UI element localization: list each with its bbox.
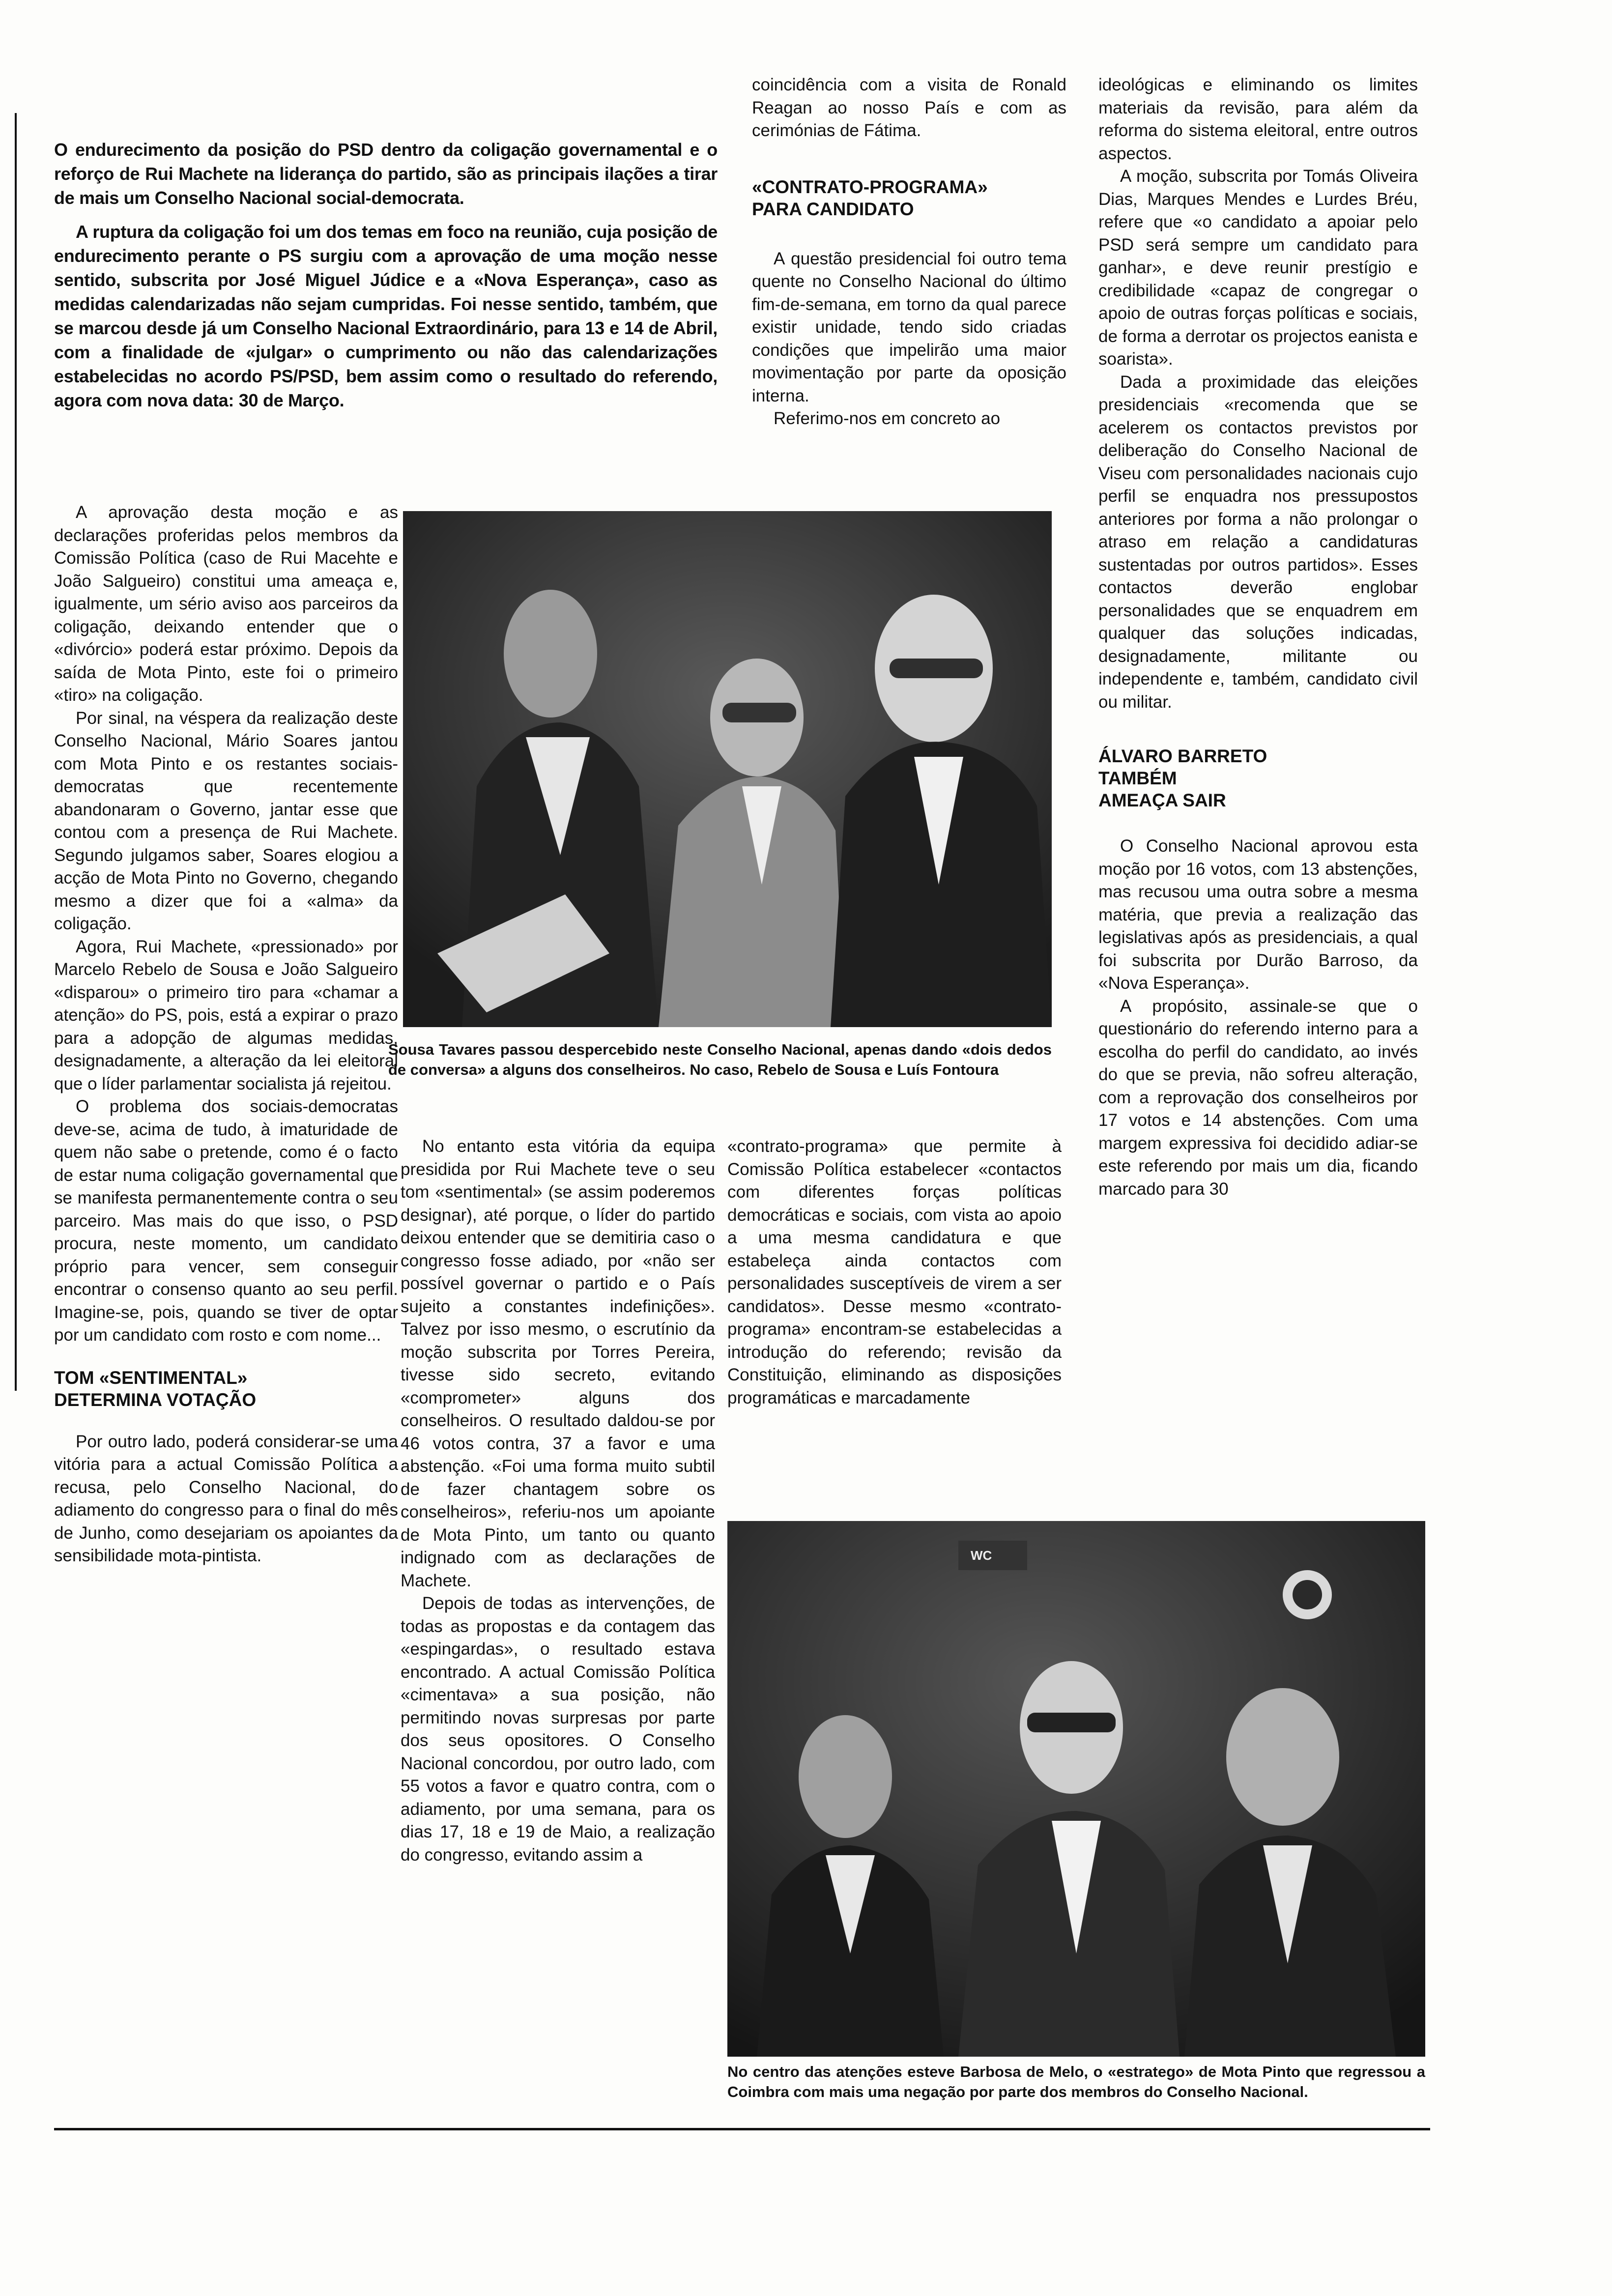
photo-1-caption: Sousa Tavares passou despercebido neste Conselho Nacional, apenas dando «dois dedos de conversa» a alguns dos conselheiros. No caso, Rebelo de Sousa e Luís Fontoura bbox=[388, 1041, 1052, 1078]
col3-subhead-line-2: PARA CANDIDATO bbox=[752, 199, 914, 219]
photo-1-caption-box bbox=[388, 1039, 1052, 1080]
column-1 bbox=[54, 501, 398, 1568]
col1-paragraph-1: A aprovação desta moção e as declarações proferidas pelos membros da Comissão Política (caso de Rui Macehte e João Salgueiro) constitui uma ameaça e, igualmente, um sério aviso aos parceiros da coligação, deixando entender que o «divórcio» poderá estar próximo. Depois da saída de Mota Pinto, este foi o primeiro «tiro» na coligação. bbox=[54, 503, 398, 705]
photo-2-caption-box bbox=[727, 2062, 1425, 2102]
col3-paragraph-2: Referimo-nos em concreto ao bbox=[774, 409, 1001, 428]
lead-paragraph-1: O endurecimento da posição do PSD dentro da coligação governamental e o reforço de Rui Machete na liderança do partido, são as principais ilações a tirar de mais um Conselho Nacional social-democrata. bbox=[54, 140, 718, 208]
col1-subhead-line-2: DETERMINA VOTAÇÃO bbox=[54, 1389, 257, 1410]
col2-paragraph-1: No entanto esta vitória da equipa presidida por Rui Machete teve o seu tom «sentimental» (se assim poderemos designar), até porque, o líder do partido deixou entender que se demitiria caso o congresso fosse adiado, por «não ser possível governar o partido e o País sujeito a constantes indefinições». Talvez por isso mesmo, o escrutínio da moção subscrita por Torres Pereira, tivesse sido secreto, evitando «comprometer» alguns dos conselheiros. O resultado daldou-se por 46 votos contra, 37 a favor e uma abstenção. «Foi uma forma muito subtil de fazer chantagem sobre os conselheiros», referiu-nos um apoiante de Mota Pinto, um tanto ou quanto indignado com as declarações de Machete. bbox=[401, 1137, 715, 1590]
column-3-top bbox=[752, 74, 1066, 430]
col4-paragraph-3: Dada a proximidade das eleições presidenciais «recomenda que se acelerem os contactos previstos por deliberação do Conselho Nacional de Viseu com personalidades nacionais cujo perfil se enquadra nos pressupostos anteriores por forma a não prolongar o atraso em relação a candidaturas sustentadas por outros partidos». Esses contactos deverão englobar personalidades que se enquadrem em qualquer das soluções indicadas, designadamente, militante ou independente e, também, candidato civil ou militar. bbox=[1098, 372, 1418, 712]
column-4 bbox=[1098, 74, 1418, 1201]
column-3-bottom bbox=[727, 1135, 1062, 1409]
photo-2-sign-text: WC bbox=[971, 1548, 992, 1563]
bottom-rule bbox=[54, 2128, 1430, 2130]
col3-top-paragraph: coincidência com a visita de Ronald Reagan ao nosso País e com as cerimónias de Fátima. bbox=[752, 75, 1066, 140]
photo-1-image bbox=[403, 511, 1052, 1027]
column-2 bbox=[401, 1135, 715, 1866]
col3-subhead-line-1: «CONTRATO-PROGRAMA» bbox=[752, 176, 988, 197]
col4-paragraph-2: A moção, subscrita por Tomás Oliveira Dias, Marques Mendes e Lurdes Bréu, refere que «o candidato a apoiar pelo PSD será sempre um candidato para ganhar», e deve reunir prestígio e credibilidade «capaz de congregar o apoio de outras forças políticas e sociais, de forma a derrotar os projectos eanista e soarista». bbox=[1098, 167, 1418, 369]
col1-paragraph-2: Por sinal, na véspera da realização deste Conselho Nacional, Mário Soares jantou com Mota Pinto e os restantes sociais-democratas que recentemente abandonaram o Governo, jantar esse que contou com a presença de Rui Machete. Segundo julgamos saber, Soares elogiou a acção de Mota Pinto no Governo, chegando mesmo a dizer que foi a «alma» da coligação. bbox=[54, 708, 398, 933]
photo-2-caption: No centro das atenções esteve Barbosa de Melo, o «estratego» de Mota Pinto que regressou a Coimbra com mais uma negação por parte dos membros do Conselho Nacional. bbox=[727, 2063, 1425, 2100]
col1-subhead bbox=[54, 1367, 398, 1411]
col1-paragraph-5: Por outro lado, poderá considerar-se uma vitória para a actual Comissão Política a recusa, pelo Conselho Nacional, do adiamento do congresso para o final do mês de Junho, como desejariam os apoiantes da sensibilidade mota-pintista. bbox=[54, 1432, 398, 1565]
col2-paragraph-2: Depois de todas as intervenções, de todas as propostas e da contagem das «espingardas», o resultado estava encontrado. A actual Comissão Política «cimentava» a sua posição, não permitindo novas surpresas por parte dos seus opositores. O Conselho Nacional concordou, por outro lado, com 55 votos a favor e quatro contra, com o adiamento, por uma semana, para os dias 17, 18 e 19 de Maio, a realização do congresso, evitando assim a bbox=[401, 1594, 715, 1865]
lead-section bbox=[54, 138, 718, 412]
scan-edge-mark bbox=[15, 113, 17, 1391]
col1-subhead-line-1: TOM «SENTIMENTAL» bbox=[54, 1367, 248, 1388]
col3-paragraph-3: «contrato-programa» que permite à Comissão Política estabelecer «contactos com diferentes forças políticas democráticas e sociais, com vista ao apoio a uma mesma candidatura e que estabeleça ainda contactos com personalidades susceptíveis de virem a ser candidatos». Desse mesmo «contrato-programa» encontram-se estabelecidas a introdução do referendo; revisão da Constituição, eliminando as disposições programáticas e marcadamente bbox=[727, 1137, 1062, 1407]
col4-paragraph-5: A propósito, assinale-se que o questionário do referendo interno para a escolha do perfil do candidato, ao invés do que se previa, não sofreu alteração, com a reprovação dos conselheiros por 17 votos e 14 abstenções. Com uma margem expressiva foi decidido adiar-se este referendo por mais um dia, ficando marcado para 30 bbox=[1098, 996, 1418, 1199]
col4-subhead-line-3: AMEAÇA SAIR bbox=[1098, 790, 1226, 810]
photo-2 bbox=[727, 1521, 1425, 2057]
col3-subhead bbox=[752, 176, 1066, 220]
col4-subhead-line-1: ÁLVARO BARRETO bbox=[1098, 746, 1267, 766]
col1-paragraph-3: Agora, Rui Machete, «pressionado» por Marcelo Rebelo de Sousa e João Salgueiro «disparou» o primeiro tiro para «chamar a atenção» do PS, pois, está a expirar o prazo para a adopção de algumas medidas, designadamente, a alteração da lei eleitoral que o líder parlamentar socialista já rejeitou. bbox=[54, 937, 398, 1093]
photo-2-image bbox=[727, 1521, 1425, 2057]
col4-paragraph-4: O Conselho Nacional aprovou esta moção por 16 votos, com 13 abstenções, mas recusou uma outra sobre a mesma matéria, que previa a realização das legislativas após as presidenciais, a qual foi subscrita por Durão Barroso, da «Nova Esperança». bbox=[1098, 836, 1418, 993]
lead-paragraph-2: A ruptura da coligação foi um dos temas em foco na reunião, cuja posição de endurecimento perante o PS surgiu com a aprovação de uma moção nesse sentido, subscrita por José Miguel Júdice e a «Nova Esperança», caso as medidas calendarizadas não sejam cumpridas. Foi nesse sentido, também, que se marcou desde já um Conselho Nacional Extraordinário, para 13 e 14 de Abril, com a finalidade de «julgar» o cumprimento ou não das calendarizações estabelecidas no acordo PS/PSD, bem assim como o resultado do referendo, agora com nova data: 30 de Março. bbox=[54, 222, 718, 410]
col4-subhead-line-2: TAMBÉM bbox=[1098, 768, 1177, 788]
col1-paragraph-4: O problema dos sociais-democratas deve-se, acima de tudo, à imaturidade de quem não sabe o pretende, como é o facto de estar numa coligação governamental que se manifesta permanentemente contra o seu parceiro. Mas mais do que isso, o PSD procura, neste momento, um candidato próprio para vencer, sem conseguir encontrar o consenso quanto ao seu perfil. Imagine-se, pois, quando se tiver de optar por um candidato com rosto e com nome... bbox=[54, 1097, 398, 1345]
photo-1 bbox=[403, 511, 1052, 1027]
col3-paragraph-1: A questão presidencial foi outro tema quente no Conselho Nacional do último fim-de-semana, em torno da qual parece existir unidade, tendo sido criadas condições que impelirão uma maior movimentação por parte da oposição interna. bbox=[752, 249, 1066, 405]
col4-subhead bbox=[1098, 745, 1418, 811]
col4-paragraph-1: ideológicas e eliminando os limites materiais da revisão, para além da reforma do sistema eleitoral, entre outros aspectos. bbox=[1098, 75, 1418, 163]
